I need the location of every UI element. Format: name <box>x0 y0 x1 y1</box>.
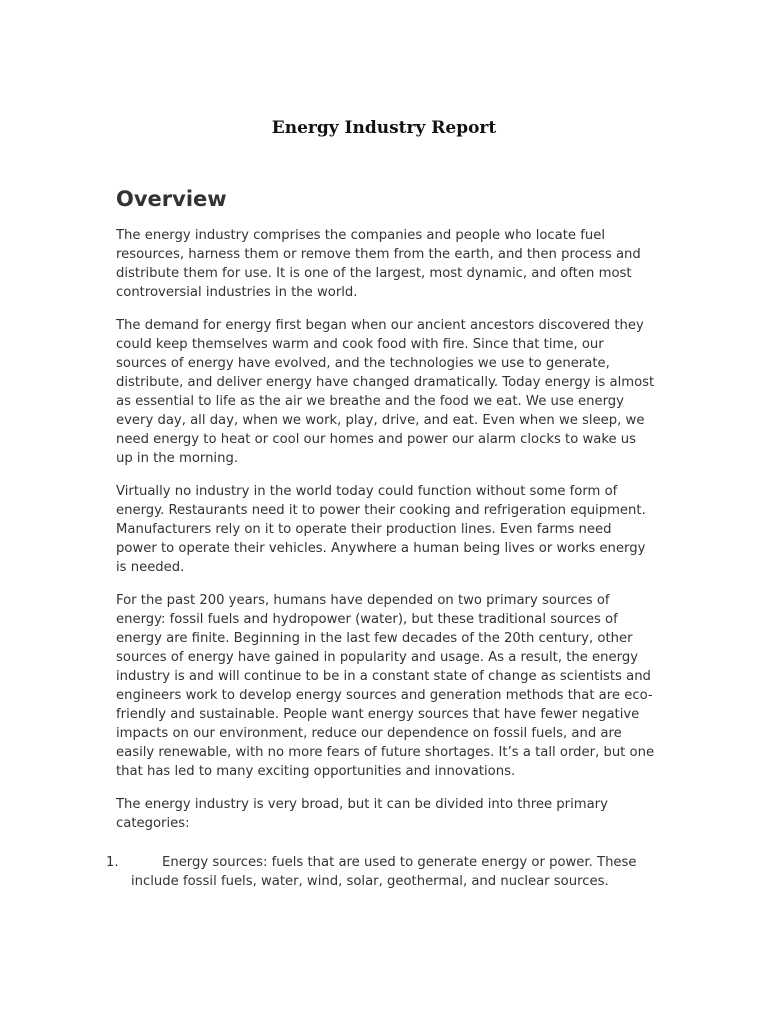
paragraph: The demand for energy first began when our ancient ancestors discovered they could keep themselves warm and cook food with fire. Since that time, our sources of energy have evolved, and the technologies we use to generate, distribute, and deliver energy have changed dramatically. Today energy is almost as essential to life as the air we breathe and the food we eat. We use energy every day, all day, when we work, play, drive, and eat. Even when we sleep, we need energy to heat or cool our homes and power our alarm clocks to wake us up in the morning. <box>116 318 655 466</box>
numbered-list <box>106 853 656 891</box>
document-title: Energy Industry Report <box>271 118 497 138</box>
paragraph: The energy industry comprises the companies and people who locate fuel resources, harness them or remove them from the earth, and then process and distribute them for use. It is one of the largest, most dynamic, and often most controversial industries in the world. <box>116 228 641 300</box>
document-body <box>106 186 656 891</box>
paragraph: The energy industry is very broad, but it can be divided into three primary categories: <box>116 797 608 831</box>
list-item-text: Energy sources: fuels that are used to generate energy or power. These include fossil fuels, water, wind, solar, geothermal, and nuclear sources. <box>131 855 637 889</box>
paragraph: Virtually no industry in the world today could function without some form of energy. Restaurants need it to power their cooking and refrigeration equipment. Manufacturers rely on it to operate their production lines. Even farms need power to operate their vehicles. Anywhere a human being lives or works energy is needed. <box>116 484 646 575</box>
list-item-number: 1. <box>106 855 119 870</box>
list-item <box>106 853 656 891</box>
paragraph: For the past 200 years, humans have depended on two primary sources of energy: fossil fuels and hydropower (water), but these traditional sources of energy are finite. Beginning in the last few decades of the 20th century, other sources of energy have gained in popularity and usage. As a result, the energy industry is and will continue to be in a constant state of change as scientists and engineers work to develop energy sources and generation methods that are eco-friendly and sustainable. People want energy sources that have fewer negative impacts on our environment, reduce our dependence on fossil fuels, and are easily renewable, with no more fears of future shortages. It’s a tall order, but one that has led to many exciting opportunities and innovations. <box>116 593 655 779</box>
section-heading-overview: Overview <box>116 187 227 211</box>
